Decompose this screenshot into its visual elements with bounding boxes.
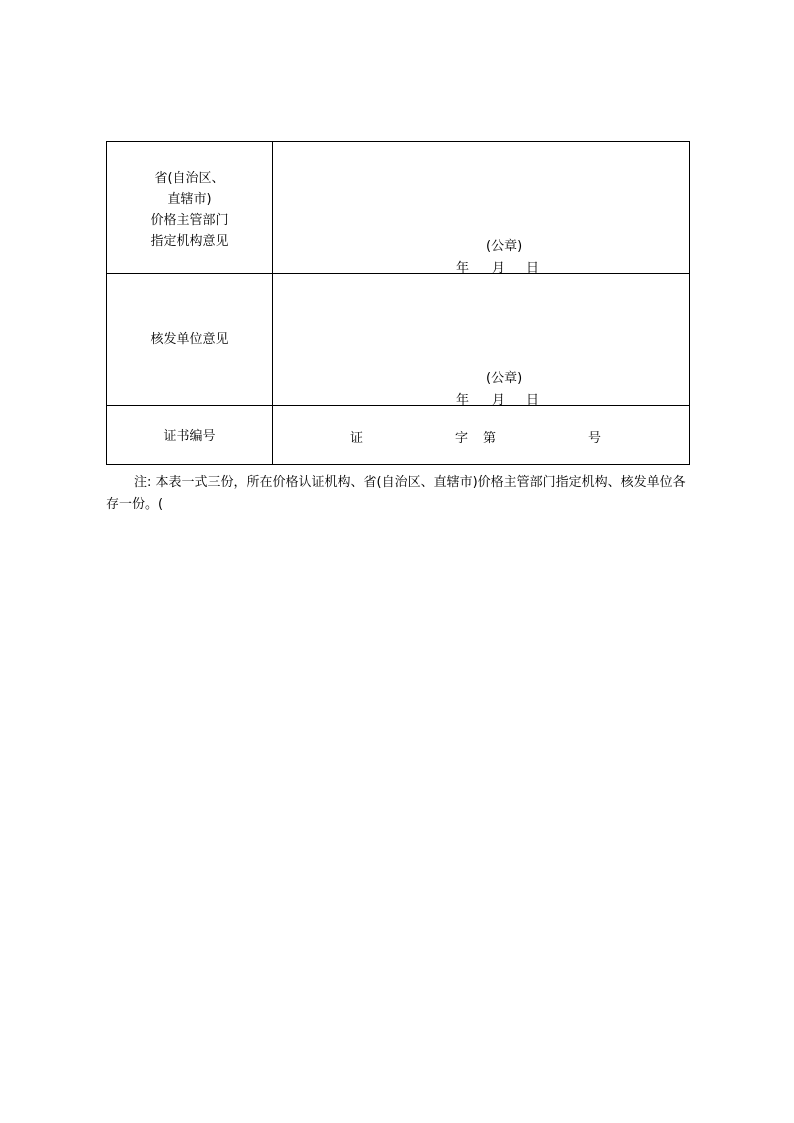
certificate-number-row: [107, 406, 690, 465]
province-label-line: 省(自治区、: [154, 171, 225, 186]
cert-zheng-label: 证: [350, 431, 364, 446]
issuer-opinion-field[interactable]: [273, 274, 690, 406]
province-opinion-label-cell: [107, 142, 273, 274]
cert-zi-label: 字: [455, 431, 469, 446]
date-month-label: 月: [492, 261, 506, 276]
issuer-seal-text: (公章): [486, 371, 523, 386]
cert-hao-label: 号: [588, 431, 602, 446]
certificate-number-label-cell: [107, 406, 273, 465]
certificate-number-label: 证书编号: [163, 429, 216, 444]
date-month-label: 月: [492, 393, 506, 408]
date-day-label: 日: [526, 261, 540, 276]
province-label-line: 直辖市): [167, 192, 212, 207]
date-day-label: 日: [526, 393, 540, 408]
date-year-label: 年: [456, 261, 470, 276]
certificate-number-field[interactable]: [273, 406, 690, 465]
issuer-opinion-row: [107, 274, 690, 406]
province-opinion-row: [107, 142, 690, 274]
date-year-label: 年: [456, 393, 470, 408]
issuer-opinion-label-cell: [107, 274, 273, 406]
province-opinion-label: [107, 168, 272, 252]
province-label-line: 指定机构意见: [150, 234, 229, 249]
issuer-opinion-label: 核发单位意见: [150, 332, 229, 347]
approval-form-table: [106, 141, 690, 465]
province-label-line: 价格主管部门: [150, 213, 229, 228]
cert-di-label: 第: [483, 431, 497, 446]
form-note: 注: 本表一式三份，所在价格认证机构、省(自治区、直辖市)价格主管部门指定机构、核发单位各存一份。(: [106, 475, 686, 512]
province-opinion-field[interactable]: [273, 142, 690, 274]
province-seal-text: (公章): [486, 239, 523, 254]
certificate-number-parts: [273, 427, 689, 447]
